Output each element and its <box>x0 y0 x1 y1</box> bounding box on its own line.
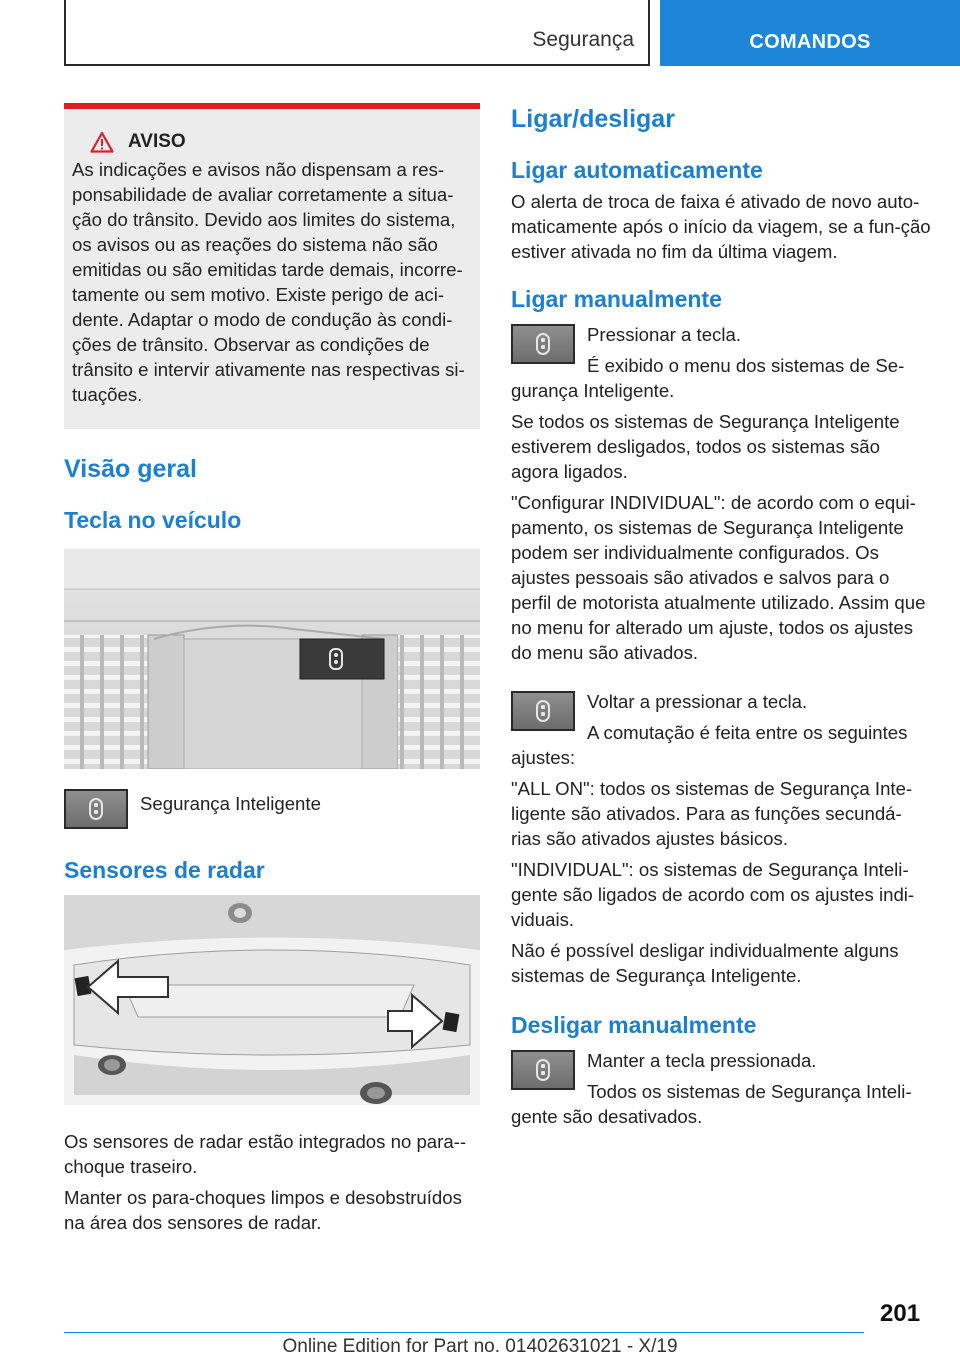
repeat-press-key <box>511 691 575 731</box>
key-legend-row <box>64 787 480 829</box>
manual-off-key <box>511 1050 575 1090</box>
car-key-icon <box>536 700 550 722</box>
off-key-block <box>511 1048 931 1129</box>
off-step-1: Manter a tecla pressionada. <box>587 1050 817 1071</box>
manual-on-key <box>511 324 575 364</box>
header-chapter-box <box>660 0 960 66</box>
heading-overview: Visão geral <box>64 455 197 483</box>
manual-paragraph-2: "Configurar INDIVIDUAL": de acordo com o equi-pamento, os sistemas de Segurança Inteligente podem ser individualmente configurados. Os ajustes pessoais são ativados e salvos para o perfil de motorista atualmente utilizado. Assim que no menu for alterado um ajuste, todos os ajustes do menu são ativados. <box>511 492 926 663</box>
manual-step-2: É exibido o menu dos sistemas de Se-gurança Inteligente. <box>511 355 905 401</box>
subheading-key: Tecla no veículo <box>64 507 242 533</box>
off-step-2: Todos os sistemas de Segurança Inteli-gente são desativados. <box>511 1081 912 1127</box>
dashboard-key-image <box>64 549 480 769</box>
again-paragraph-3: Não é possível desligar individualmente alguns sistemas de Segurança Inteligente. <box>511 940 899 986</box>
subheading-radar: Sensores de radar <box>64 857 265 883</box>
car-key-icon <box>536 1059 550 1081</box>
heading-onoff: Ligar/desligar <box>511 105 675 133</box>
car-key-icon <box>536 333 550 355</box>
auto-paragraph: O alerta de troca de faixa é ativado de novo auto-maticamente após o início da viagem, se a fun-ção estiver ativada no fim da última viagem. <box>511 191 931 262</box>
warning-text: As indicações e avisos não dispensam a res-ponsabilidade de avaliar corretamente a situa-ção do trânsito. Devido aos limites do sistema, os avisos ou as reações do sistema não são emitidas ou são emitidas tarde demais, incorre-tamente ou sem motivo. Existe perigo de aci-dente. Adaptar o modo de condução às condi-ções de trânsito. Observar as condições de trânsito e intervir ativamente nas respectivas si-tuações. <box>72 159 465 405</box>
rear-bumper-image <box>64 895 480 1105</box>
manual-key-block <box>511 322 931 403</box>
car-key-icon <box>89 798 103 820</box>
footer-divider <box>64 1332 864 1333</box>
intelligent-safety-key <box>64 789 128 829</box>
page-number: 201 <box>880 1300 921 1327</box>
subheading-off: Desligar manualmente <box>511 1012 757 1038</box>
subheading-auto: Ligar automaticamente <box>511 157 763 183</box>
again-paragraph-2: "INDIVIDUAL": os sistemas de Segurança Inteli-gente são ligados de acordo com os ajustes indi-viduais. <box>511 859 915 930</box>
manual-step-1: Pressionar a tecla. <box>587 324 741 345</box>
footer-edition: Online Edition for Part no. 01402631021 - X/19 <box>282 1336 678 1357</box>
again-step-1: Voltar a pressionar a tecla. <box>587 691 808 712</box>
radar-paragraph-1: Os sensores de radar estão integrados no para--choque traseiro. <box>64 1131 467 1177</box>
header-section-box <box>64 0 650 66</box>
warning-triangle-icon <box>90 131 114 153</box>
subheading-manual: Ligar manualmente <box>511 286 722 312</box>
header-section: Segurança <box>532 28 634 51</box>
radar-paragraph-2: Manter os para-choques limpos e desobstruídos na área dos sensores de radar. <box>64 1187 462 1233</box>
header-chapter: COMANDOS <box>749 31 871 53</box>
warning-box <box>64 103 480 429</box>
manual-paragraph-1: Se todos os sistemas de Segurança Inteligente estiverem desligados, todos os sistemas são agora ligados. <box>511 411 900 482</box>
right-column <box>511 103 931 1135</box>
again-step-2: A comutação é feita entre os seguintes ajustes: <box>511 722 908 768</box>
again-paragraph-1: "ALL ON": todos os sistemas de Segurança Inte-ligente são ativados. Para as funções secundá-rias são ativados ajustes básicos. <box>511 778 913 849</box>
again-key-block <box>511 689 931 770</box>
left-column <box>64 103 480 1241</box>
key-label: Segurança Inteligente <box>140 793 321 814</box>
warning-title: AVISO <box>128 131 186 152</box>
warning-header <box>72 131 472 153</box>
